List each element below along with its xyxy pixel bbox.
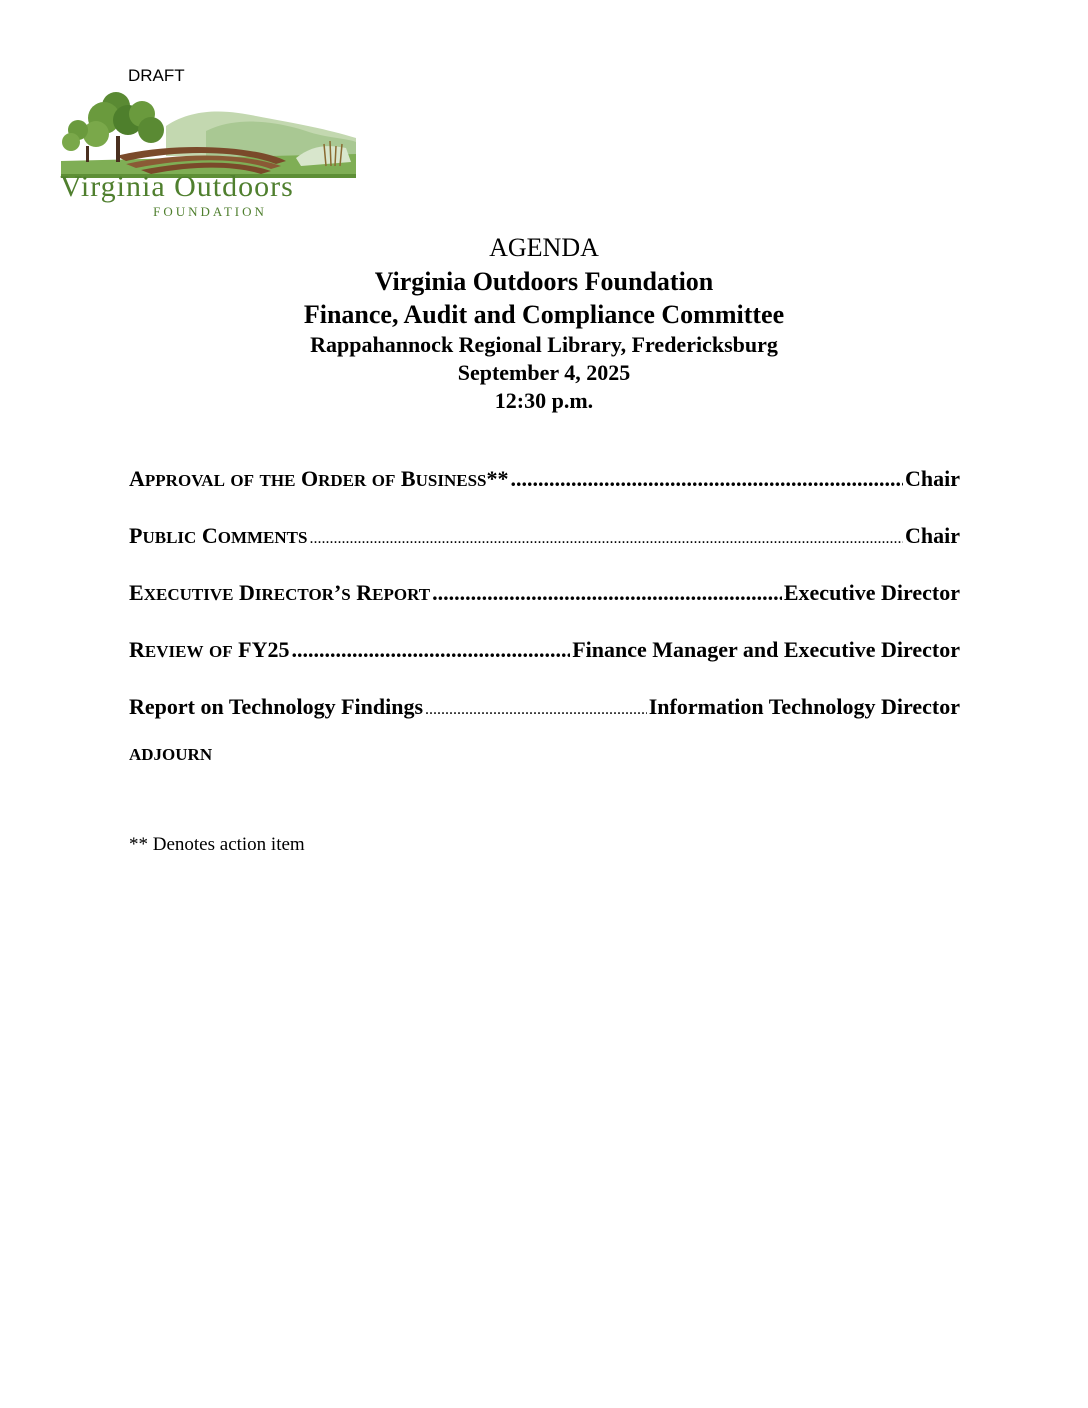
agenda-item-presenter: Chair — [905, 523, 960, 548]
agenda-items — [129, 466, 960, 765]
agenda-item-label: REVIEW OF FY25 — [129, 637, 290, 662]
agenda-item-label: APPROVAL OF THE ORDER OF BUSINESS** — [129, 466, 509, 491]
logo-subtitle: FOUNDATION — [153, 204, 267, 219]
agenda-item-presenter: Finance Manager and Executive Director — [572, 637, 960, 662]
agenda-item — [129, 637, 960, 694]
meeting-date: September 4, 2025 — [457, 360, 631, 385]
dot-leader — [309, 530, 903, 548]
dot-leader — [511, 466, 903, 492]
dot-leader — [291, 637, 570, 663]
agenda-header — [0, 235, 1088, 412]
committee-name: Finance, Audit and Compliance Committee — [303, 300, 785, 329]
agenda-title: AGENDA — [489, 233, 599, 262]
agenda-item-label: EXECUTIVE DIRECTOR’S REPORT — [129, 580, 431, 605]
agenda-item — [129, 523, 960, 580]
agenda-item-presenter: Executive Director — [783, 580, 960, 605]
agenda-item — [129, 580, 960, 637]
footnote: ** Denotes action item — [129, 834, 305, 855]
logo-wordmark: Virginia Outdoors — [60, 170, 294, 203]
agenda-item-presenter: Chair — [905, 466, 960, 491]
agenda-item — [129, 466, 960, 523]
adjourn-label: ADJOURN — [129, 745, 213, 764]
draft-label: DRAFT — [128, 66, 185, 85]
agenda-item — [129, 694, 960, 751]
agenda-item-label: PUBLIC COMMENTS — [129, 523, 308, 548]
meeting-time: 12:30 p.m. — [494, 388, 594, 413]
organization-name: Virginia Outdoors Foundation — [374, 267, 714, 296]
dot-leader — [425, 701, 647, 719]
agenda-item-label: Report on Technology Findings — [129, 694, 424, 719]
meeting-location: Rappahannock Regional Library, Fredericksburg — [310, 332, 778, 357]
agenda-item-presenter: Information Technology Director — [648, 694, 960, 719]
dot-leader — [432, 580, 782, 606]
